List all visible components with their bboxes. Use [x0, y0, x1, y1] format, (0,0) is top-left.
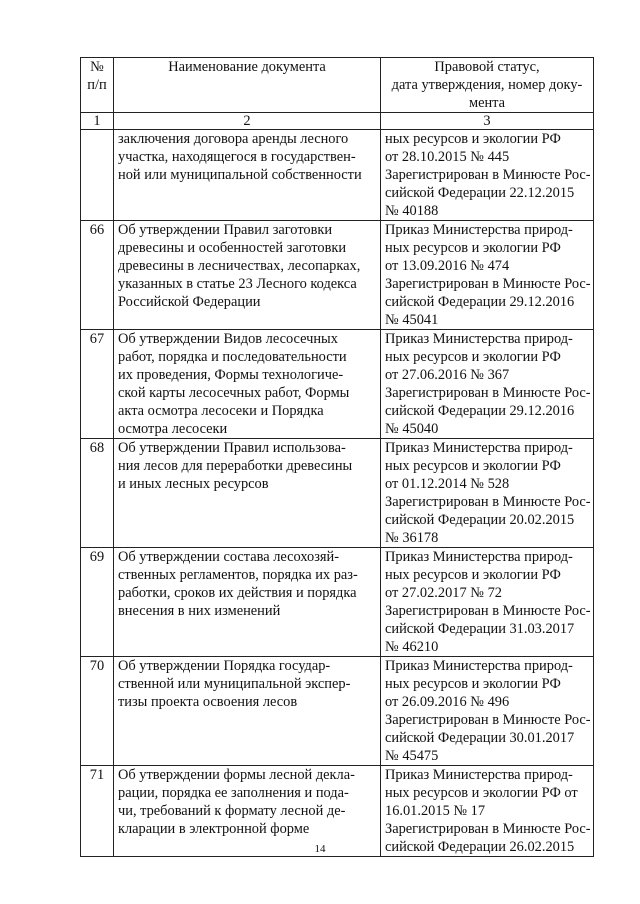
header-name — [114, 58, 381, 113]
table-row-67 — [81, 330, 594, 439]
name-line: Российской Федерации — [118, 294, 261, 310]
status-line: сийской Федерации 20.02.2015 — [385, 512, 575, 528]
name-line: Об утверждении Порядка государ- — [118, 658, 331, 674]
document-name — [114, 548, 381, 657]
name-line: осмотра лесосеки — [118, 421, 228, 437]
document-name — [114, 330, 381, 439]
name-line: древесины и особенностей заготовки — [118, 240, 347, 256]
legal-status — [381, 130, 594, 221]
column-index: 2 — [114, 113, 381, 130]
status-line: № 45475 — [385, 748, 439, 764]
header-status-line: мента — [468, 95, 506, 111]
status-line: сийской Федерации 29.12.2016 — [385, 294, 575, 310]
document-name — [114, 439, 381, 548]
name-line: тизы проекта освоения лесов — [118, 694, 298, 710]
table-row-70 — [81, 657, 594, 766]
row-number — [81, 130, 114, 221]
column-index-row — [81, 113, 594, 130]
table-row-66 — [81, 221, 594, 330]
legal-status — [381, 439, 594, 548]
status-line: сийской Федерации 22.12.2015 — [385, 185, 575, 201]
name-line: работки, сроков их действия и порядка — [118, 585, 357, 601]
status-line: Зарегистрирован в Минюсте Рос- — [385, 167, 591, 183]
row-number: 71 — [81, 766, 114, 857]
legal-status — [381, 657, 594, 766]
table-row-continuation — [81, 130, 594, 221]
name-line: Об утверждении состава лесохозяй- — [118, 549, 340, 565]
status-line: от 26.09.2016 № 496 — [385, 694, 510, 710]
name-line: ния лесов для переработки древесины — [118, 458, 353, 474]
page-number: 14 — [314, 843, 326, 855]
status-line: Приказ Министерства природ- — [385, 658, 573, 674]
status-line: от 01.12.2014 № 528 — [385, 476, 510, 492]
name-line: ной или муниципальной собственности — [118, 167, 362, 183]
status-line: ных ресурсов и экологии РФ — [385, 567, 561, 583]
document-table — [80, 57, 594, 857]
row-number: 67 — [81, 330, 114, 439]
status-line: Зарегистрирован в Минюсте Рос- — [385, 494, 591, 510]
status-line: Зарегистрирован в Минюсте Рос- — [385, 712, 591, 728]
status-line: от 13.09.2016 № 474 — [385, 258, 510, 274]
name-line: древесины в лесничествах, лесопарках, — [118, 258, 361, 274]
name-line: кларации в электронной форме — [118, 821, 310, 837]
status-line: ных ресурсов и экологии РФ — [385, 240, 561, 256]
status-line: № 45040 — [385, 421, 439, 437]
name-line: Об утверждении формы лесной декла- — [118, 767, 355, 783]
document-name — [114, 221, 381, 330]
status-line: сийской Федерации 26.02.2015 — [385, 839, 575, 855]
status-line: ных ресурсов и экологии РФ — [385, 676, 561, 692]
column-index: 3 — [381, 113, 594, 130]
name-line: ской карты лесосечных работ, Формы — [118, 385, 350, 401]
status-line: 16.01.2015 № 17 — [385, 803, 486, 819]
status-line: № 45041 — [385, 312, 439, 328]
name-line: указанных в статье 23 Лесного кодекса — [118, 276, 357, 292]
status-line: ных ресурсов и экологии РФ — [385, 458, 561, 474]
header-name-line: Наименование документа — [168, 59, 326, 75]
legal-status — [381, 330, 594, 439]
name-line: участка, находящегося в государствен- — [118, 149, 356, 165]
name-line: и иных лесных ресурсов — [118, 476, 269, 492]
name-line: ственных регламентов, порядка их раз- — [118, 567, 358, 583]
header-num-line: № — [90, 59, 104, 75]
name-line: рации, порядка ее заполнения и пода- — [118, 785, 349, 801]
name-line: заключения договора аренды лесного — [118, 131, 349, 147]
header-num-line: п/п — [87, 77, 107, 93]
status-line: ных ресурсов и экологии РФ от — [385, 785, 578, 801]
status-line: № 36178 — [385, 530, 439, 546]
status-line: Зарегистрирован в Минюсте Рос- — [385, 276, 591, 292]
table-row-68 — [81, 439, 594, 548]
status-line: № 46210 — [385, 639, 439, 655]
status-line: Приказ Министерства природ- — [385, 222, 573, 238]
status-line: ных ресурсов и экологии РФ — [385, 131, 561, 147]
legal-status — [381, 221, 594, 330]
document-name — [114, 657, 381, 766]
row-number: 68 — [81, 439, 114, 548]
status-line: Приказ Министерства природ- — [385, 549, 573, 565]
header-status-line: дата утверждения, номер доку- — [391, 77, 583, 93]
status-line: № 40188 — [385, 203, 439, 219]
status-line: сийской Федерации 31.03.2017 — [385, 621, 575, 637]
header-row — [81, 58, 594, 113]
name-line: их проведения, Формы технологиче- — [118, 367, 344, 383]
row-number: 66 — [81, 221, 114, 330]
status-line: Приказ Министерства природ- — [385, 331, 573, 347]
status-line: Приказ Министерства природ- — [385, 440, 573, 456]
row-number: 69 — [81, 548, 114, 657]
name-line: внесения в них изменений — [118, 603, 281, 619]
status-line: от 28.10.2015 № 445 — [385, 149, 510, 165]
header-status-line: Правовой статус, — [434, 59, 540, 75]
row-number: 70 — [81, 657, 114, 766]
table-row-69 — [81, 548, 594, 657]
name-line: ственной или муниципальной экспер- — [118, 676, 351, 692]
name-line: работ, порядка и последовательности — [118, 349, 347, 365]
column-index: 1 — [81, 113, 114, 130]
status-line: Зарегистрирован в Минюсте Рос- — [385, 603, 591, 619]
name-line: чи, требований к формату лесной де- — [118, 803, 346, 819]
status-line: сийской Федерации 30.01.2017 — [385, 730, 575, 746]
status-line: сийской Федерации 29.12.2016 — [385, 403, 575, 419]
status-line: Зарегистрирован в Минюсте Рос- — [385, 385, 591, 401]
name-line: Об утверждении Правил заготовки — [118, 222, 333, 238]
name-line: Об утверждении Правил использова- — [118, 440, 346, 456]
name-line: акта осмотра лесосеки и Порядка — [118, 403, 324, 419]
status-line: Зарегистрирован в Минюсте Рос- — [385, 821, 591, 837]
name-line: Об утверждении Видов лесосечных — [118, 331, 338, 347]
header-num — [81, 58, 114, 113]
status-line: от 27.06.2016 № 367 — [385, 367, 510, 383]
document-name — [114, 130, 381, 221]
header-status — [381, 58, 594, 113]
status-line: Приказ Министерства природ- — [385, 767, 573, 783]
status-line: ных ресурсов и экологии РФ — [385, 349, 561, 365]
legal-status — [381, 548, 594, 657]
status-line: от 27.02.2017 № 72 — [385, 585, 502, 601]
